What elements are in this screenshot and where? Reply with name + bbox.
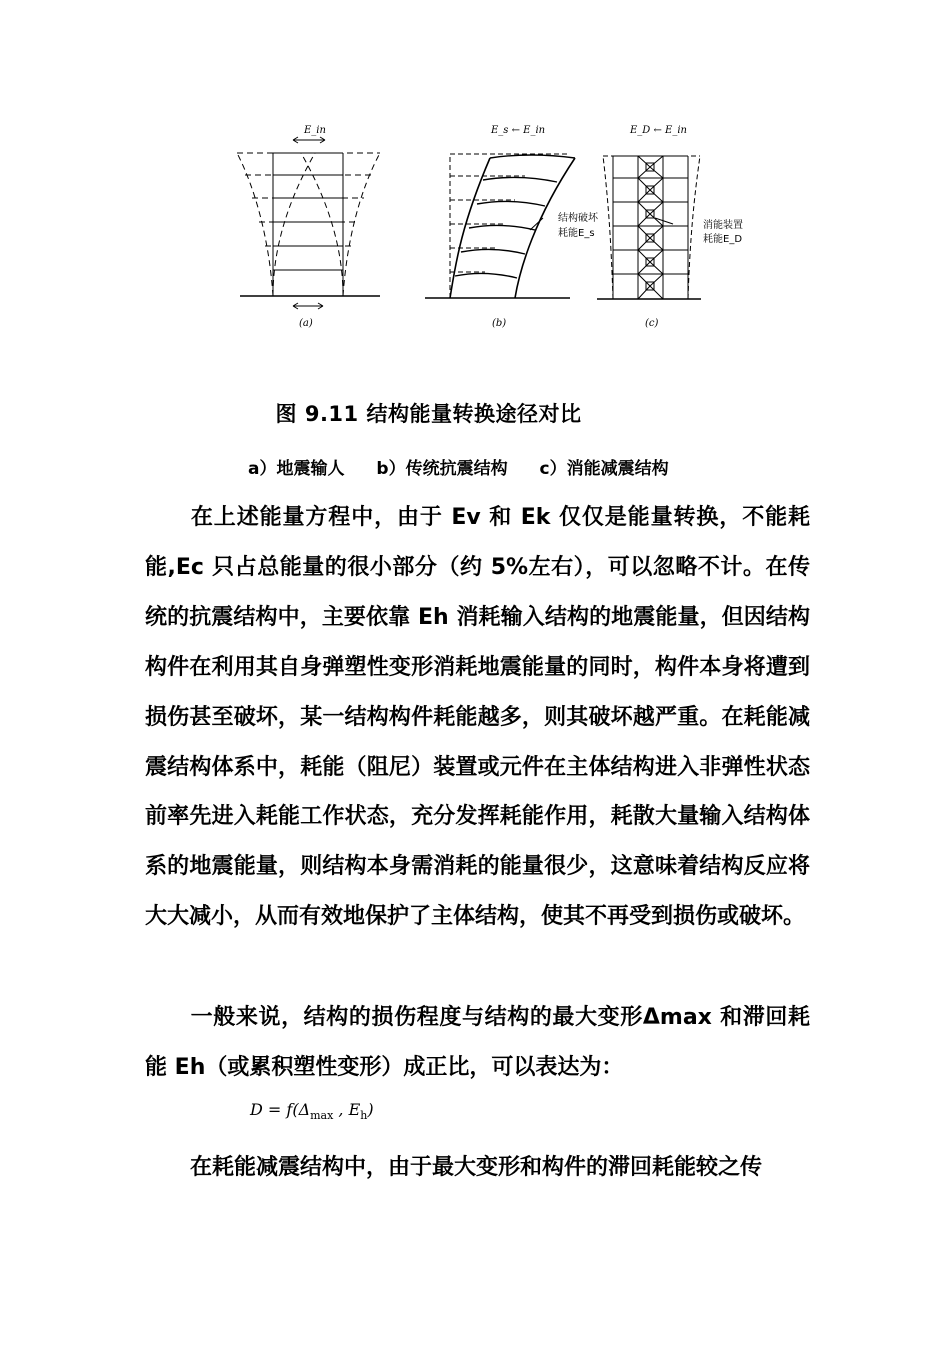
paragraph-damage-relation: 一般来说，结构的损伤程度与结构的最大变形Δmax 和滞回耗能 Eh（或累积塑性变形）成正比，可以表达为： <box>145 1005 810 1080</box>
figure-subcaptions <box>248 454 695 479</box>
paragraph-damping-structure: 在耗能减震结构中，由于最大变形和构件的滞回耗能较之传 <box>190 1155 763 1180</box>
figure-caption: 图 9.11 结构能量转换途径对比 <box>275 402 582 426</box>
panel-c-label: (c) <box>645 318 659 329</box>
panel-c-top-label: E_D ← E_in <box>630 125 687 136</box>
panel-c-note-line1: 消能装置 <box>703 220 743 231</box>
panel-b-note-line2: 耗能E_s <box>558 228 595 239</box>
panel-a-diagram <box>237 137 380 309</box>
panel-a-label: (a) <box>299 318 313 329</box>
panel-b-diagram <box>425 154 575 298</box>
subcaption-c: c）消能减震结构 <box>539 459 669 479</box>
subcaption-a: a）地震输人 <box>248 459 345 479</box>
panel-c-note-line2: 耗能E_D <box>703 234 743 245</box>
damage-formula: $D = f(\Delta_{max}$ , $E_h$) <box>250 1100 374 1123</box>
paragraph-energy-equation: 在上述能量方程中，由于 Ev 和 Ek 仅仅是能量转换，不能耗能,Ec 只占总能量的很小部分（约 5%左右），可以忽略不计。在传统的抗震结构中，主要依靠 Eh 消耗输入结构的地震能量，但因结构构件在利用其自身弹塑性变形消耗地震能量的同时，构件本身将遭到损伤甚至破坏，某一结构构件耗能越多，则其破坏越严重。在耗能减震结构体系中，耗能（阻尼）装置或元件在主体结构进入非弹性状态前率先进入耗能工作状态，充分发挥耗能作用，耗散大量输入结构体系的地震能量，则结构本身需消耗的能量很少，这意味着结构反应将大大减小，从而有效地保护了主体结构，使其不再受到损伤或破坏。 <box>145 505 810 930</box>
panel-b-top-label: E_s ← E_in <box>491 125 546 136</box>
panel-a-top-label: E_in <box>304 125 326 136</box>
panel-c-diagram <box>597 156 701 299</box>
panel-b-label: (b) <box>492 318 507 329</box>
figure-energy-paths <box>225 118 785 338</box>
panel-b-note-line1: 结构破坏 <box>558 213 598 224</box>
subcaption-b: b）传统抗震结构 <box>376 459 508 479</box>
